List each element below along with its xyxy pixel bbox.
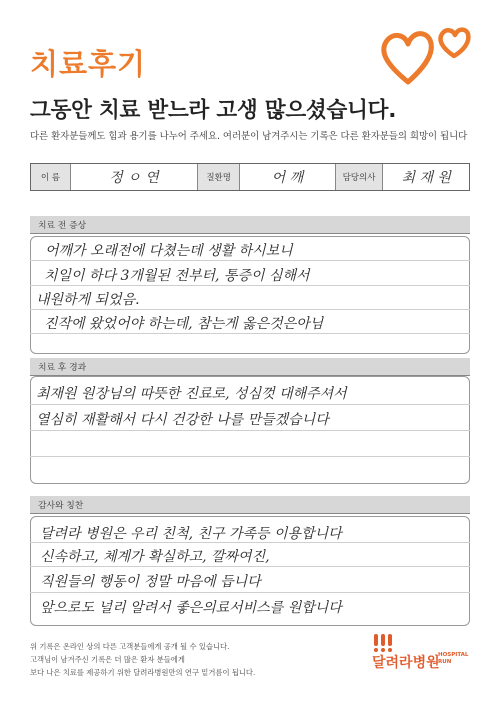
before-line-3: 내원하게 되었음.	[36, 292, 140, 308]
name-label: 이 름	[31, 164, 71, 190]
hospital-logo	[372, 634, 472, 674]
name-field[interactable]	[71, 164, 198, 190]
after-line-1: 최재원 원장님의 따뜻한 진료로, 성심껏 대해주셔서	[36, 386, 347, 402]
page-title: 치료후기	[30, 47, 147, 81]
thanks-line-3: 직원들의 행동이 정말 마음에 듭니다	[40, 574, 261, 590]
footer-line: 위 기록은 온라인 상의 다른 고객분들에게 공개 될 수 있습니다.	[30, 642, 230, 651]
doctor-label: 담당의사	[336, 164, 384, 190]
before-line-1: 어깨가 오래전에 다쳤는데 생활 하시보니	[45, 243, 293, 259]
thanks-line-4: 앞으로도 널리 알려서 좋은의료서비스를 원합니다	[40, 600, 342, 616]
footer-line: 고객님이 남겨주신 기록은 더 많은 환자 분들에게	[30, 655, 185, 664]
thanks-line-1: 달려라 병원은 우리 친척, 친구 가족등 이용합니다	[40, 526, 342, 542]
logo-name-en	[438, 652, 468, 666]
intro-text: 다른 환자분들께도 힘과 용기를 나누어 주세요. 여러분이 남겨주시는 기록은 다른 환자분들의 희망이 됩니다	[30, 131, 468, 142]
logo-name: 달려라병원	[372, 655, 440, 671]
logo-en-line-2: RUN	[438, 659, 452, 665]
footer-notice	[30, 640, 255, 679]
hearts-icon	[378, 22, 478, 94]
after-line-2: 열심히 재활해서 다시 건강한 나를 만들겠습니다	[36, 412, 329, 428]
doctor-value: 최 재 원	[401, 170, 451, 186]
name-value: 정 ㅇ 연	[109, 170, 159, 186]
section-thanks-heading: 감사와 칭찬	[30, 496, 470, 514]
disease-field[interactable]	[240, 164, 336, 190]
before-line-2: 치일이 하다 3개월된 전부터, 통증이 심해서	[44, 268, 310, 284]
section-after-heading: 치료 후 경과	[30, 358, 470, 376]
logo-en-line-1: HOSPITAL	[438, 652, 469, 658]
patient-info-bar	[30, 163, 470, 191]
footer-line: 보다 나은 치료를 제공하기 위한 달려라병원만의 연구 밑거름이 됩니다.	[30, 668, 256, 677]
before-line-4: 진작에 왔었어야 하는데, 참는게 옳은것은아님	[44, 316, 324, 332]
disease-value: 어 깨	[271, 170, 304, 186]
doctor-field[interactable]	[383, 164, 469, 190]
thanks-line-2: 신속하고, 체계가 확실하고, 깔짜여진,	[40, 549, 270, 565]
section-before-heading: 치료 전 증상	[30, 216, 470, 234]
disease-label: 질환명	[198, 164, 240, 190]
page-subtitle: 그동안 치료 받느라 고생 많으셨습니다.	[30, 98, 397, 123]
